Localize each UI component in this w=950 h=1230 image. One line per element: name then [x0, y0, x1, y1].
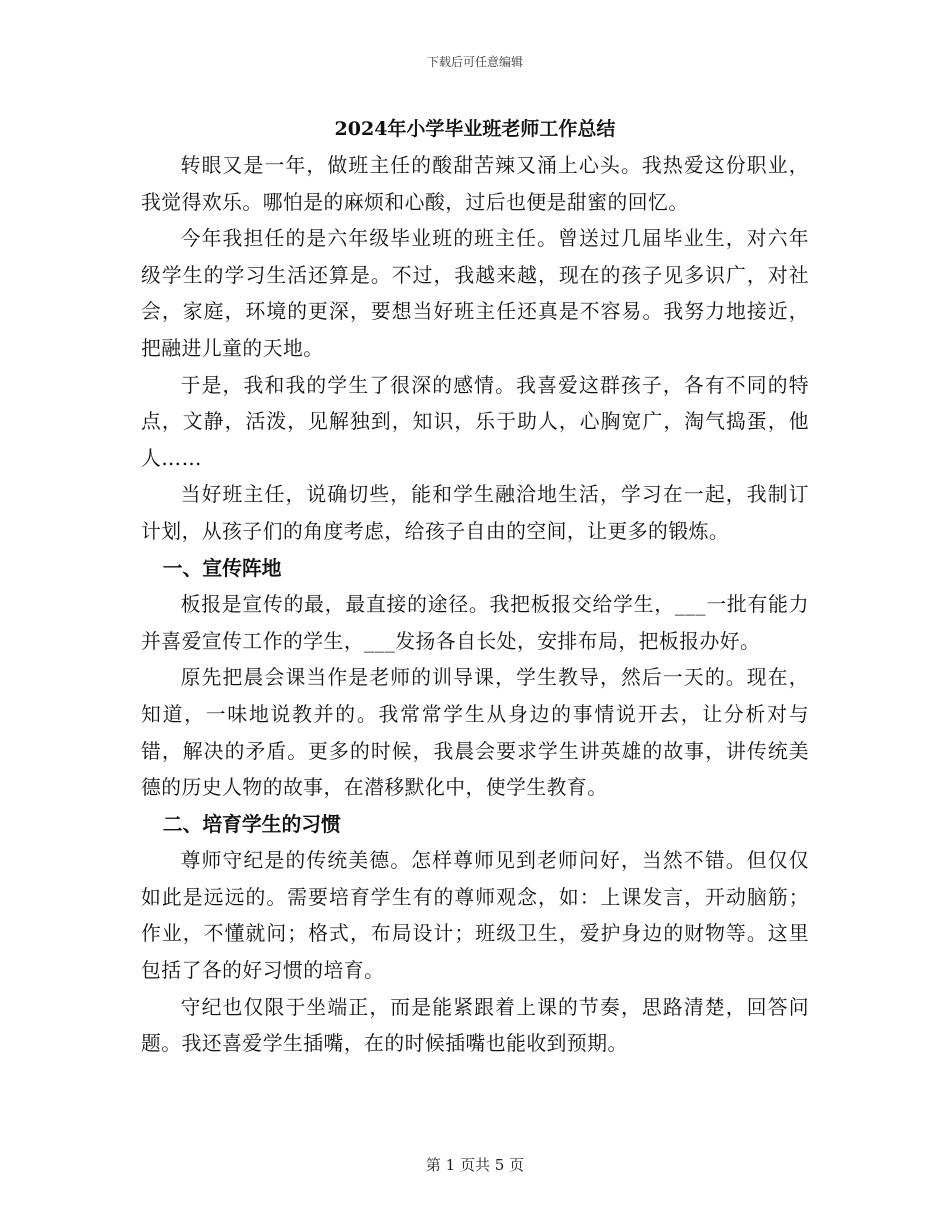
paragraph: 守纪也仅限于坐端正，而是能紧跟着上课的节奏，思路清楚，回答问题。我还喜爱学生插嘴，在的时候插嘴也能收到预期。 [141, 995, 809, 1056]
paragraph: 今年我担任的是六年级毕业班的班主任。曾送过几届毕业生，对六年级学生的学习生活还算是。不过，我越来越，现在的孩子见多识广，对社会，家庭，环境的更深，要想当好班主任还真是不容易。我努力地接近，把融进儿童的天地。 [141, 227, 809, 360]
page-footer: 第 1 页共 5 页 [425, 1156, 525, 1174]
paragraph: 尊师守纪是的传统美德。怎样尊师见到老师问好，当然不错。但仅仅如此是远远的。需要培育学生有的尊师观念，如：上课发言，开动脑筋；作业，不懂就问；格式，布局设计；班级卫生，爱护身边的财物等。这里包括了各的好习惯的培育。 [141, 849, 809, 983]
document-body [141, 114, 809, 1063]
paragraph: 于是，我和我的学生了很深的感情。我喜爱这群孩子，各有不同的特点，文静，活泼，见解独到，知识，乐于助人，心胸宽广，淘气捣蛋，他人…… [141, 373, 809, 470]
paragraph: 转眼又是一年，做班主任的酸甜苦辣又涌上心头。我热爱这份职业，我觉得欢乐。哪怕是的麻烦和心酸，过后也便是甜蜜的回忆。 [141, 154, 809, 214]
page-header: 下载后可任意编辑 [426, 55, 523, 69]
section-heading-2: 二、培育学生的习惯 [162, 812, 341, 836]
paragraph: 原先把晨会课当作是老师的训导课，学生教导，然后一天的。现在，知道，一味地说教并的。我常常学生从身边的事情说开去，让分析对与错，解决的矛盾。更多的时候，我晨会要求学生讲英雄的故事，讲传统美德的历史人物的故事，在潜移默化中，使学生教育。 [141, 666, 809, 800]
paragraph: 当好班主任，说确切些，能和学生融洽地生活，学习在一起，我制订计划，从孩子们的角度考虑，给孩子自由的空间，让更多的锻炼。 [141, 483, 809, 543]
document-title: 2024年小学毕业班老师工作总结 [334, 118, 616, 140]
section-heading-1: 一、宣传阵地 [162, 556, 282, 580]
paragraph: 板报是宣传的最，最直接的途径。我把板报交给学生，___一批有能力并喜爱宣传工作的学生，___发扬各自长处，安排布局，把板报办好。 [141, 593, 809, 653]
